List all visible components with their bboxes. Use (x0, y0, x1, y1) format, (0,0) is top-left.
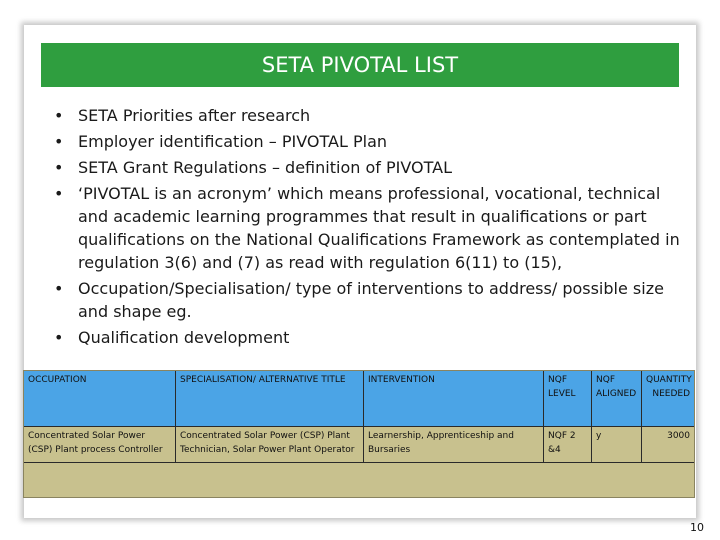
bullet-text: ‘PIVOTAL is an acronym’ which means professional, vocational, technical and academic learning programmes that result in qualifications or part qualifications on the National Qualifications Framework as contemplated in regulation 3(6) and (7) as read with regulation 6(11) to (15), (78, 184, 680, 272)
bullet-item (54, 156, 684, 179)
table-row (24, 427, 694, 497)
table-cell-quantity: 3000 (642, 427, 694, 463)
bullet-item (54, 182, 684, 274)
table-cell-nqf-aligned: y (592, 427, 642, 463)
bullet-dot: • (54, 158, 64, 177)
table-header-nqf-level: NQF LEVEL (544, 371, 592, 427)
bullet-item (54, 277, 684, 323)
table-header-row (24, 371, 694, 427)
bullet-list (54, 104, 684, 352)
bullet-dot: • (54, 279, 64, 298)
bullet-dot: • (54, 328, 64, 347)
bullet-text: Employer identification – PIVOTAL Plan (78, 132, 388, 151)
table-cell-nqf-level: NQF 2 &4 (544, 427, 592, 463)
bullet-item (54, 104, 684, 127)
table-header-occupation: OCCUPATION (24, 371, 176, 427)
bullet-dot: • (54, 132, 64, 151)
bullet-text: Occupation/Specialisation/ type of interventions to address/ possible size and shape eg. (78, 279, 664, 321)
slide-title-text: SETA PIVOTAL LIST (261, 53, 459, 77)
bullet-text: SETA Grant Regulations – definition of PIVOTAL (78, 158, 452, 177)
table-header-specialisation: SPECIALISATION/ ALTERNATIVE TITLE (176, 371, 364, 427)
bullet-text: SETA Priorities after research (78, 106, 311, 125)
pivotal-table (23, 370, 695, 498)
bullet-item (54, 326, 684, 349)
bullet-item (54, 130, 684, 153)
slide-title (41, 43, 679, 87)
table-header-nqf-aligned: NQF ALIGNED (592, 371, 642, 427)
table-cell-intervention: Learnership, Apprenticeship and Bursaries (364, 427, 544, 463)
bullet-text: Qualification development (78, 328, 290, 347)
bullet-dot: • (54, 184, 64, 203)
table-header-intervention: INTERVENTION (364, 371, 544, 427)
table-cell-specialisation: Concentrated Solar Power (CSP) Plant Technician, Solar Power Plant Operator (176, 427, 364, 463)
table-cell-occupation: Concentrated Solar Power (CSP) Plant process Controller (24, 427, 176, 463)
table-header-quantity: QUANTITY NEEDED (642, 371, 694, 427)
page-number: 10 (690, 521, 704, 534)
bullet-dot: • (54, 106, 64, 125)
